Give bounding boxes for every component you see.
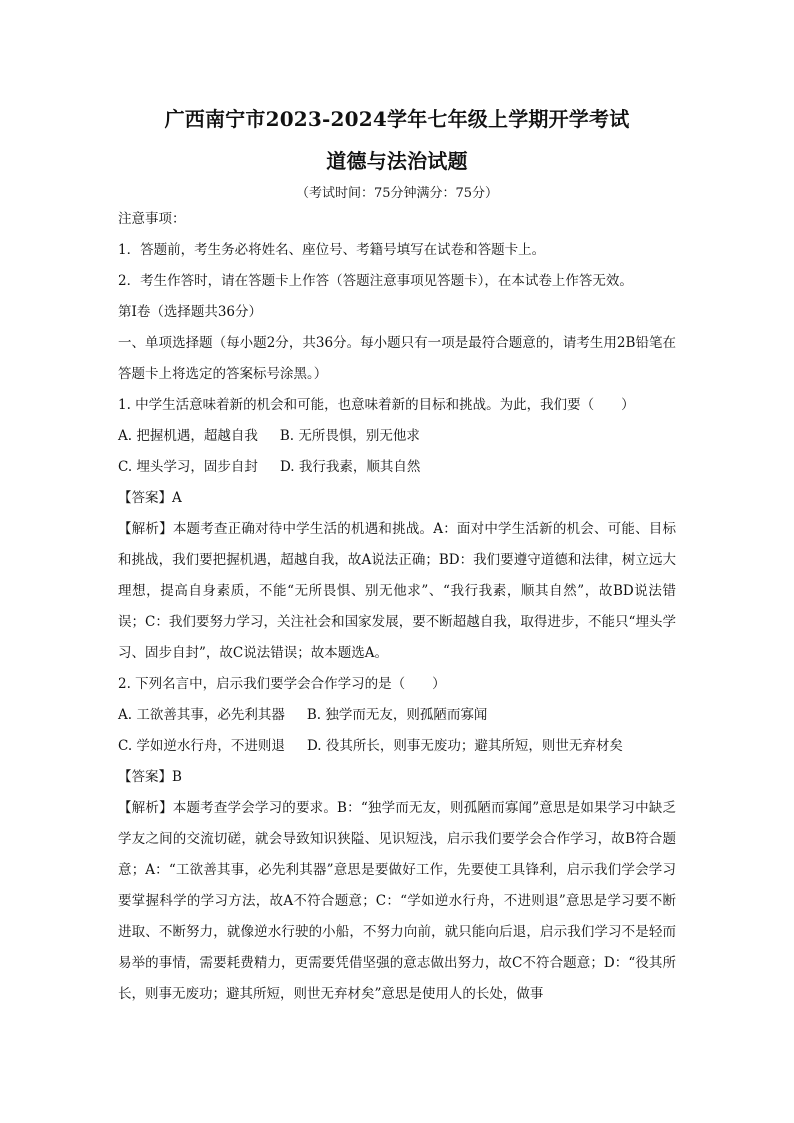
answer: 【答案】A — [118, 490, 182, 506]
exam-info: （考试时间：75分钟满分：75分） — [295, 186, 499, 201]
options-row — [118, 700, 676, 731]
section-instruction: 一、单项选择题（每小题2分，共36分。每小题只有一项是最符合题意的，请考生用2B铅笔在答题卡上将选定的答案标号涂黑。） — [118, 335, 676, 382]
question-2 — [118, 669, 676, 1010]
option-d: D. 我行我素，顺其自然 — [279, 459, 421, 475]
analysis: 【解析】本题考查正确对待中学生活的机遇和挑战。A：面对中学生活新的机会、可能、目标和挑战，我们要把握机遇，超越自我，故A说法正确；BD：我们要遵守道德和法律，树立远大理想，提高自身素质，不能“无所畏惧、别无他求”、“我行我素，顺其自然”，故BD说法错误；C：我们要努力学习，关注社会和国家发展，要不断超越自我，取得进步，不能只“埋头学习、固步自封”，故C说法错误；故本题选A。 — [118, 521, 676, 661]
analysis: 【解析】本题考查学会学习的要求。B：“独学而无友，则孤陋而寡闻”意思是如果学习中缺乏学友之间的交流切磋，就会导致知识狭隘、见识短浅，启示我们要学会合作学习，故B符合题意；A：“工欲善其事，必先利其器”意思是要做好工作，先要使工具锋利，启示我们学会学习要掌握科学的学习方法，故A不符合题意；C：“学如逆水行舟，不进则退”意思是学习要不断进取、不断努力，就像逆水行驶的小船，不努力向前，就只能向后退，启示我们学习不是轻而易举的事情，需要耗费精力，更需要凭借坚强的意志做出努力，故C不符合题意；D：“役其所长，则事无废功；避其所短，则世无弃材矣”意思是使用人的长处，做事 — [118, 800, 676, 1002]
question-stem: 1. 中学生活意味着新的机会和可能，也意味着新的目标和挑战。为此，我们要（ ） — [118, 397, 635, 413]
option-c: C. 学如逆水行舟，不进则退 — [118, 738, 285, 754]
option-c: C. 埋头学习，固步自封 — [118, 459, 258, 475]
notes-item-1: 1．答题前，考生务必将姓名、座位号、考籍号填写在试卷和答题卡上。 — [118, 242, 546, 258]
part-label: 第I卷（选择题共36分） — [118, 304, 263, 320]
exam-subject-title: 道德与法治试题 — [326, 149, 468, 173]
notes-block — [118, 204, 676, 297]
exam-title: 广西南宁市2023-2024学年七年级上学期开学考试 — [164, 107, 630, 131]
question-1 — [118, 390, 676, 669]
option-b: B. 独学而无友，则孤陋而寡闻 — [306, 707, 488, 723]
option-b: B. 无所畏惧，别无他求 — [279, 428, 420, 444]
option-a: A. 把握机遇，超越自我 — [118, 428, 258, 444]
answer: 【答案】B — [118, 769, 182, 785]
document-page — [118, 104, 676, 1010]
option-d: D. 役其所长，则事无废功；避其所短，则世无弃材矣 — [306, 738, 623, 754]
options-row — [118, 452, 676, 483]
notes-heading: 注意事项： — [118, 211, 186, 227]
notes-item-2: 2．考生作答时，请在答题卡上作答（答题注意事项见答题卡），在本试卷上作答无效。 — [118, 273, 633, 289]
question-stem: 2. 下列名言中，启示我们要学会合作学习的是（ ） — [118, 676, 446, 692]
options-row — [118, 731, 676, 762]
option-a: A. 工欲善其事，必先利其器 — [118, 707, 285, 723]
options-row — [118, 421, 676, 452]
